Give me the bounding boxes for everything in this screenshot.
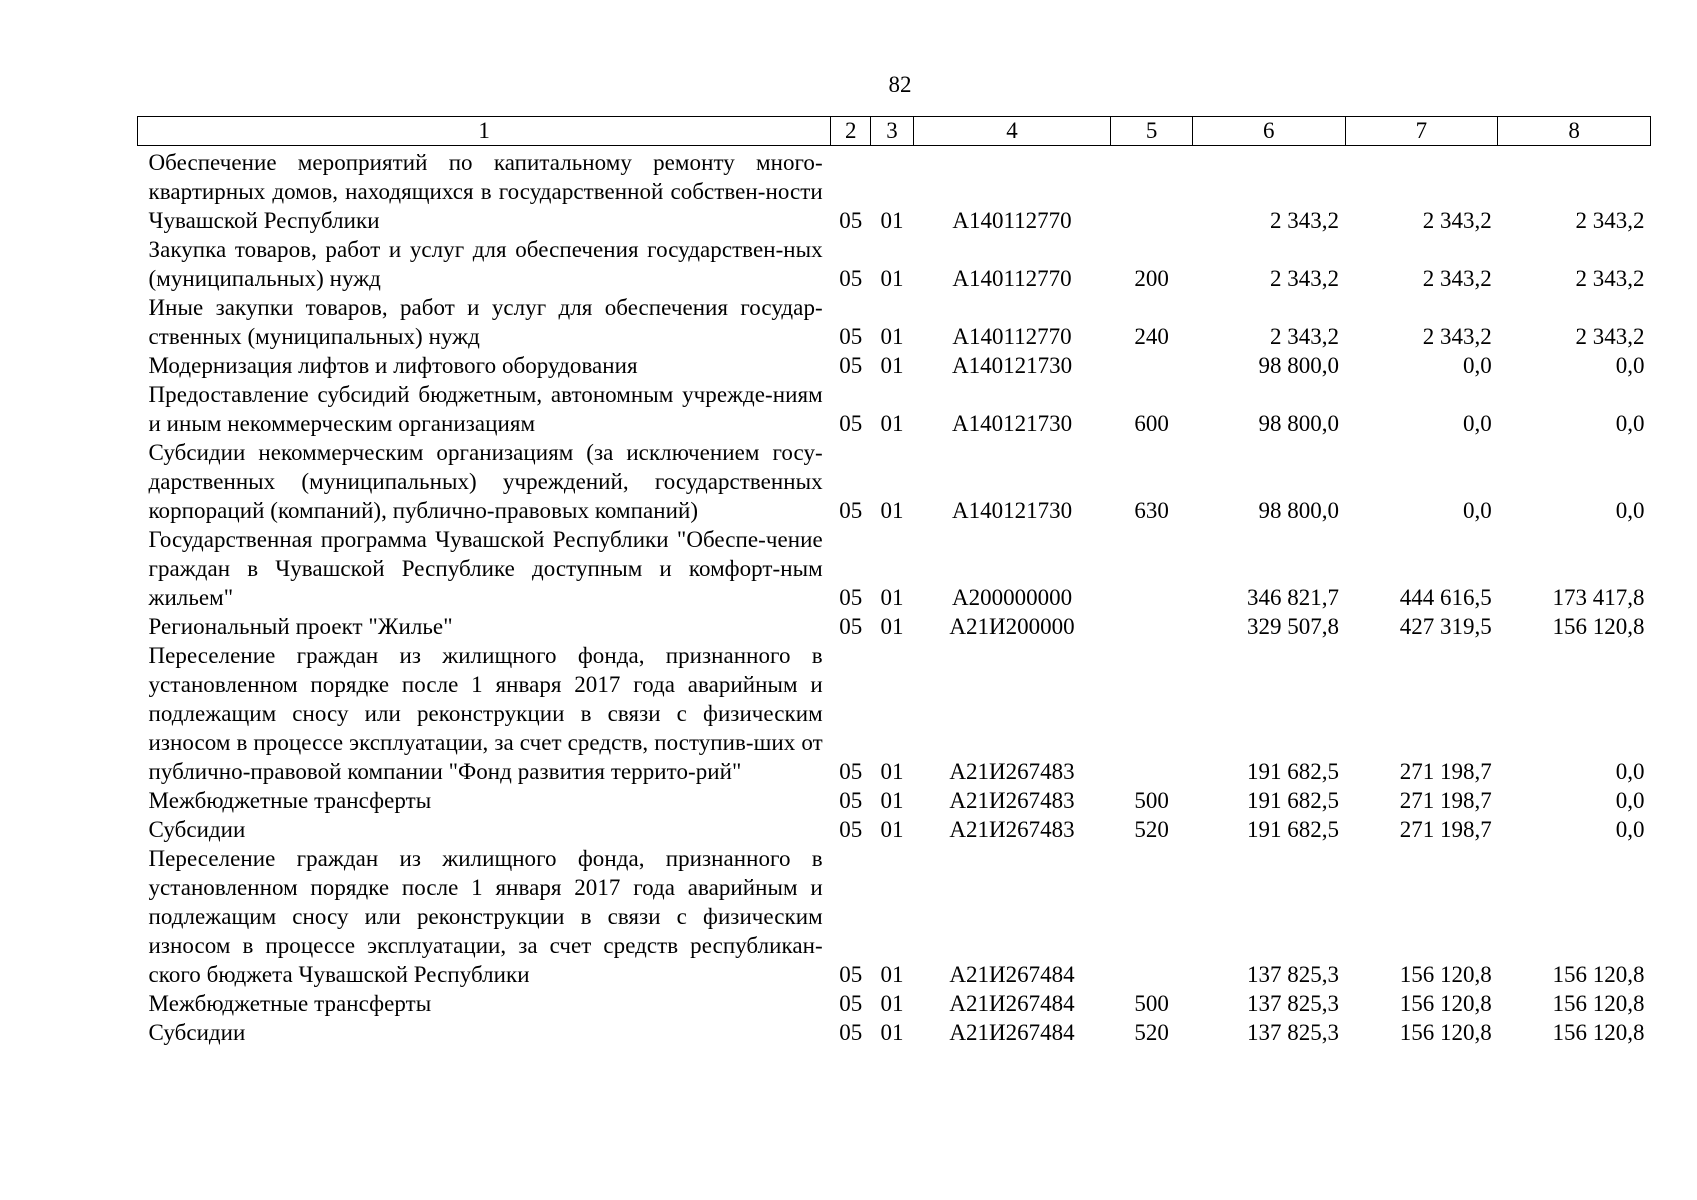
row-name: Переселение граждан из жилищного фонда, признанного в установленном порядке после 1 января 2017 года аварийным и подлежащим сносу или реконструкции в связи с физическим износом в процессе эксплуатации, за счет средств республикан-ского бюджета Чувашской Республики bbox=[148, 846, 823, 987]
row-subsection: 01 bbox=[880, 266, 904, 291]
row-section: 05 bbox=[839, 962, 863, 987]
table-row bbox=[138, 235, 1651, 293]
table-row bbox=[138, 351, 1651, 380]
row-section: 05 bbox=[839, 208, 863, 233]
row-amount-col8: 2 343,2 bbox=[1575, 208, 1645, 233]
row-section: 05 bbox=[839, 614, 863, 639]
table-row bbox=[138, 786, 1651, 815]
row-amount-col6: 98 800,0 bbox=[1258, 353, 1340, 378]
row-amount-col6: 191 682,5 bbox=[1247, 788, 1340, 813]
row-amount-col7: 156 120,8 bbox=[1399, 1020, 1492, 1045]
table-row bbox=[138, 146, 1651, 236]
row-expense-type bbox=[1111, 525, 1192, 612]
row-amount-col6: 98 800,0 bbox=[1258, 498, 1340, 523]
row-expense-type: 500 bbox=[1134, 991, 1169, 1016]
header-row bbox=[138, 117, 1651, 146]
row-target-article: А140121730 bbox=[951, 411, 1073, 436]
row-amount-col7: 427 319,5 bbox=[1399, 614, 1492, 639]
table-row bbox=[138, 844, 1651, 989]
row-target-article: А140112770 bbox=[952, 208, 1072, 233]
row-subsection: 01 bbox=[880, 788, 904, 813]
row-amount-col8: 173 417,8 bbox=[1552, 585, 1645, 610]
page-number: 82 bbox=[888, 72, 912, 97]
row-target-article: А140112770 bbox=[952, 324, 1072, 349]
row-section: 05 bbox=[839, 788, 863, 813]
row-expense-type: 520 bbox=[1134, 817, 1169, 842]
row-amount-col6: 2 343,2 bbox=[1270, 208, 1340, 233]
row-subsection: 01 bbox=[880, 208, 904, 233]
row-amount-col8: 0,0 bbox=[1615, 759, 1645, 784]
row-subsection: 01 bbox=[880, 614, 904, 639]
table-row bbox=[138, 438, 1651, 525]
row-expense-type bbox=[1111, 351, 1192, 380]
row-amount-col7: 2 343,2 bbox=[1422, 266, 1492, 291]
table-header bbox=[138, 117, 1651, 146]
row-amount-col7: 2 343,2 bbox=[1422, 324, 1492, 349]
row-amount-col8: 0,0 bbox=[1615, 498, 1645, 523]
row-amount-col8: 156 120,8 bbox=[1552, 1020, 1645, 1045]
row-amount-col7: 271 198,7 bbox=[1399, 788, 1492, 813]
row-expense-type: 520 bbox=[1134, 1020, 1169, 1045]
header-col-3: 3 bbox=[871, 117, 913, 146]
row-target-article: А21И200000 bbox=[949, 614, 1075, 639]
budget-table bbox=[137, 116, 1651, 1047]
row-section: 05 bbox=[839, 353, 863, 378]
header-col-4: 4 bbox=[913, 117, 1111, 146]
row-amount-col8: 2 343,2 bbox=[1575, 324, 1645, 349]
header-col-1: 1 bbox=[138, 117, 831, 146]
header-col-6: 6 bbox=[1192, 117, 1345, 146]
row-amount-col6: 137 825,3 bbox=[1247, 962, 1340, 987]
row-subsection: 01 bbox=[880, 962, 904, 987]
row-amount-col6: 191 682,5 bbox=[1247, 817, 1340, 842]
row-target-article: А21И267483 bbox=[949, 788, 1075, 813]
row-target-article: А21И267483 bbox=[949, 759, 1075, 784]
row-name: Модернизация лифтов и лифтового оборудования bbox=[148, 353, 638, 378]
row-amount-col8: 0,0 bbox=[1615, 353, 1645, 378]
row-amount-col7: 0,0 bbox=[1463, 353, 1492, 378]
row-amount-col7: 0,0 bbox=[1463, 411, 1492, 436]
row-target-article: А21И267484 bbox=[949, 991, 1075, 1016]
row-expense-type bbox=[1111, 612, 1192, 641]
row-amount-col7: 2 343,2 bbox=[1422, 208, 1492, 233]
row-name: Иные закупки товаров, работ и услуг для обеспечения государ-ственных (муниципальных) нужд bbox=[148, 295, 823, 349]
row-section: 05 bbox=[839, 411, 863, 436]
row-name: Межбюджетные трансферты bbox=[148, 991, 432, 1016]
row-expense-type bbox=[1111, 641, 1192, 786]
row-section: 05 bbox=[839, 759, 863, 784]
row-amount-col7: 444 616,5 bbox=[1399, 585, 1492, 610]
row-name: Переселение граждан из жилищного фонда, признанного в установленном порядке после 1 января 2017 года аварийным и подлежащим сносу или реконструкции в связи с физическим износом в процессе эксплуатации, за счет средств, поступив-ших от публично-правовой компании "Фонд развития террито-рий" bbox=[148, 643, 823, 784]
row-amount-col6: 98 800,0 bbox=[1258, 411, 1340, 436]
row-amount-col8: 156 120,8 bbox=[1552, 614, 1645, 639]
header-col-8: 8 bbox=[1498, 117, 1651, 146]
row-amount-col6: 191 682,5 bbox=[1247, 759, 1340, 784]
header-col-7: 7 bbox=[1345, 117, 1498, 146]
row-amount-col7: 271 198,7 bbox=[1399, 759, 1492, 784]
row-name: Субсидии bbox=[148, 1020, 246, 1045]
row-name: Региональный проект "Жилье" bbox=[148, 614, 453, 639]
table-row bbox=[138, 989, 1651, 1018]
row-amount-col7: 156 120,8 bbox=[1399, 991, 1492, 1016]
row-target-article: А140121730 bbox=[951, 498, 1073, 523]
row-section: 05 bbox=[839, 585, 863, 610]
row-amount-col6: 137 825,3 bbox=[1247, 991, 1340, 1016]
row-amount-col8: 0,0 bbox=[1615, 411, 1645, 436]
row-amount-col7: 156 120,8 bbox=[1399, 962, 1492, 987]
row-subsection: 01 bbox=[880, 1020, 904, 1045]
row-name: Межбюджетные трансферты bbox=[148, 788, 432, 813]
table-row bbox=[138, 293, 1651, 351]
table-row bbox=[138, 641, 1651, 786]
row-target-article: А21И267484 bbox=[949, 1020, 1075, 1045]
row-subsection: 01 bbox=[880, 411, 904, 436]
row-section: 05 bbox=[839, 266, 863, 291]
row-subsection: 01 bbox=[880, 353, 904, 378]
row-target-article: А140121730 bbox=[951, 353, 1073, 378]
row-expense-type bbox=[1111, 146, 1192, 236]
table-body bbox=[138, 146, 1651, 1048]
table-row bbox=[138, 525, 1651, 612]
row-subsection: 01 bbox=[880, 759, 904, 784]
table-row bbox=[138, 380, 1651, 438]
row-amount-col8: 156 120,8 bbox=[1552, 962, 1645, 987]
row-subsection: 01 bbox=[880, 585, 904, 610]
row-target-article: А21И267483 bbox=[949, 817, 1075, 842]
row-amount-col8: 156 120,8 bbox=[1552, 991, 1645, 1016]
row-name: Предоставление субсидий бюджетным, автономным учрежде-ниям и иным некоммерческим организациям bbox=[148, 382, 823, 436]
row-amount-col8: 0,0 bbox=[1615, 817, 1645, 842]
header-col-5: 5 bbox=[1111, 117, 1192, 146]
row-section: 05 bbox=[839, 498, 863, 523]
row-section: 05 bbox=[839, 817, 863, 842]
row-section: 05 bbox=[839, 324, 863, 349]
row-target-article: А21И267484 bbox=[949, 962, 1075, 987]
table-row bbox=[138, 612, 1651, 641]
header-col-2: 2 bbox=[831, 117, 871, 146]
row-target-article: А140112770 bbox=[952, 266, 1072, 291]
row-name: Государственная программа Чувашской Республики "Обеспе-чение граждан в Чувашской Республике доступным и комфорт-ным жильем" bbox=[148, 527, 823, 610]
row-amount-col7: 271 198,7 bbox=[1399, 817, 1492, 842]
row-name: Обеспечение мероприятий по капитальному ремонту много-квартирных домов, находящихся в государственной собствен-ности Чувашской Республики bbox=[148, 150, 823, 233]
row-amount-col8: 0,0 bbox=[1615, 788, 1645, 813]
row-expense-type: 240 bbox=[1134, 324, 1169, 349]
row-target-article: А200000000 bbox=[951, 585, 1073, 610]
row-amount-col6: 2 343,2 bbox=[1270, 324, 1340, 349]
row-amount-col7: 0,0 bbox=[1463, 498, 1492, 523]
row-expense-type: 500 bbox=[1134, 788, 1169, 813]
row-section: 05 bbox=[839, 1020, 863, 1045]
row-name: Закупка товаров, работ и услуг для обеспечения государствен-ных (муниципальных) нужд bbox=[148, 237, 823, 291]
row-amount-col6: 2 343,2 bbox=[1270, 266, 1340, 291]
row-expense-type: 600 bbox=[1134, 411, 1169, 436]
row-amount-col6: 137 825,3 bbox=[1247, 1020, 1340, 1045]
table-row bbox=[138, 815, 1651, 844]
row-expense-type: 630 bbox=[1134, 498, 1169, 523]
row-amount-col6: 346 821,7 bbox=[1247, 585, 1340, 610]
row-expense-type: 200 bbox=[1134, 266, 1169, 291]
row-subsection: 01 bbox=[880, 991, 904, 1016]
row-amount-col6: 329 507,8 bbox=[1247, 614, 1340, 639]
row-subsection: 01 bbox=[880, 817, 904, 842]
row-name: Субсидии bbox=[148, 817, 246, 842]
row-subsection: 01 bbox=[880, 498, 904, 523]
row-expense-type bbox=[1111, 844, 1192, 989]
table-row bbox=[138, 1018, 1651, 1047]
row-section: 05 bbox=[839, 991, 863, 1016]
row-name: Субсидии некоммерческим организациям (за исключением госу-дарственных (муниципальных) учреждений, государственных корпораций (компаний), публично-правовых компаний) bbox=[148, 440, 823, 523]
row-amount-col8: 2 343,2 bbox=[1575, 266, 1645, 291]
row-subsection: 01 bbox=[880, 324, 904, 349]
